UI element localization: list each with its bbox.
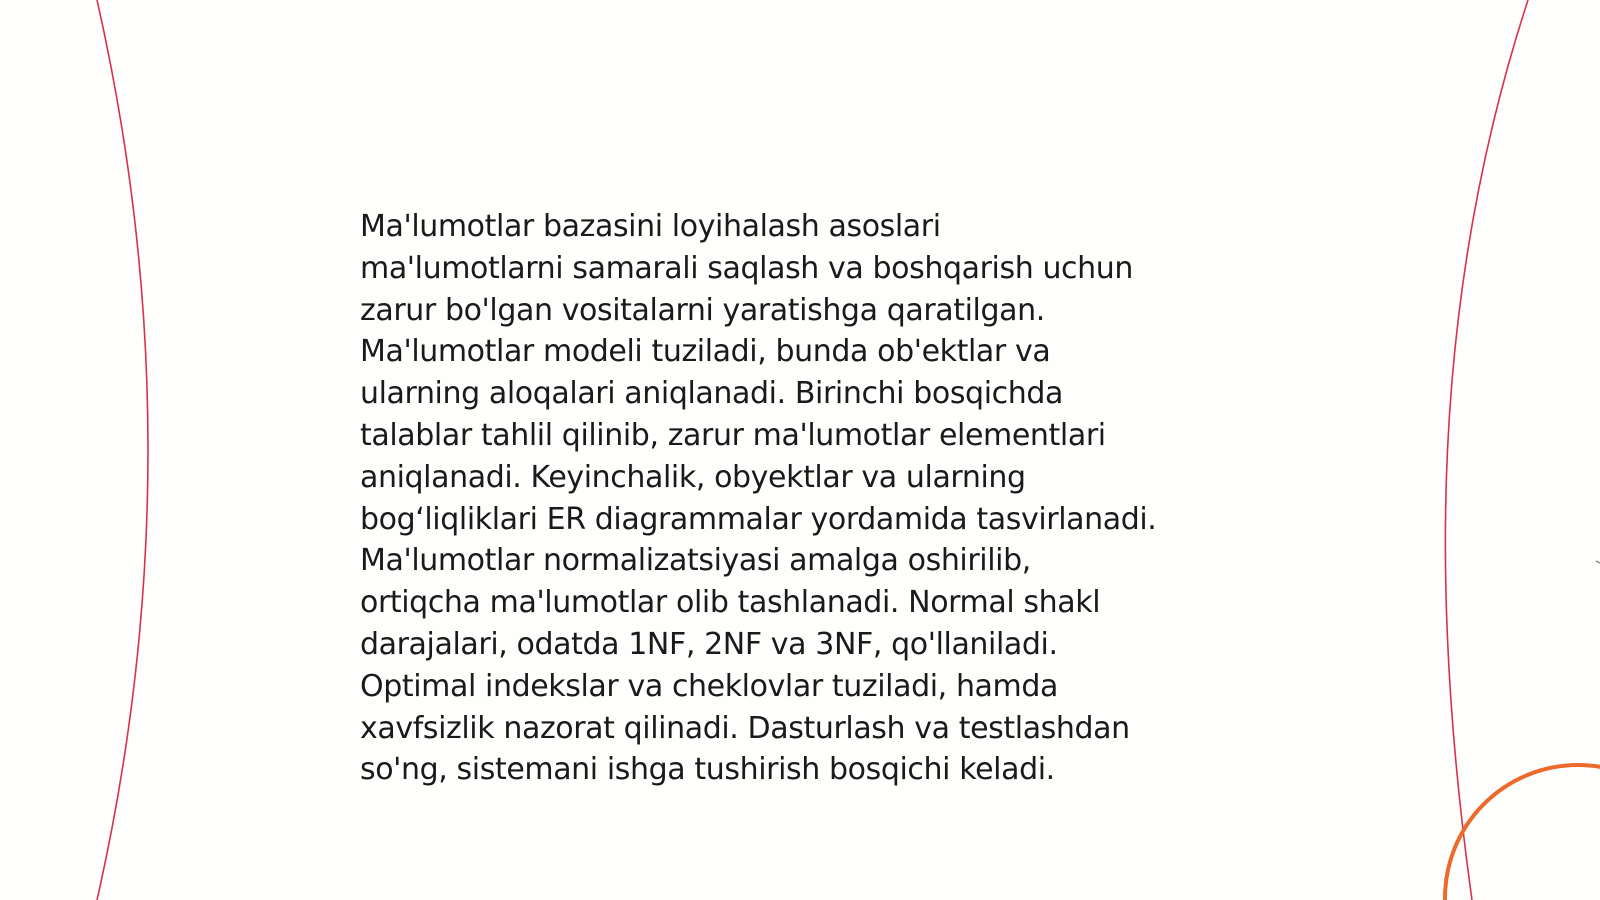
paragraph-line-11: darajalari, odatda 1NF, 2NF va 3NF, qo'llaniladi.	[360, 626, 1058, 662]
paragraph-line-8: bog‘liqliklari ER diagrammalar yordamida tasvirlanadi.	[360, 501, 1157, 537]
right-curve	[1445, 0, 1528, 900]
left-curve	[97, 0, 148, 900]
orange-circle	[1445, 765, 1600, 900]
paragraph-line-10: ortiqcha ma'lumotlar olib tashlanadi. Normal shakl	[360, 585, 1101, 621]
paragraph-line-13: xavfsizlik nazorat qilinadi. Dasturlash va testlashdan	[360, 710, 1130, 746]
paragraph-line-7: aniqlanadi. Keyinchalik, obyektlar va ularning	[360, 459, 1026, 495]
body-paragraph	[360, 206, 1260, 791]
paragraph-line-9: Ma'lumotlar normalizatsiyasi amalga oshirilib,	[360, 543, 1031, 579]
paragraph-line-2: ma'lumotlarni samarali saqlash va boshqarish uchun	[360, 250, 1133, 286]
paragraph-line-5: ularning aloqalari aniqlanadi. Birinchi bosqichda	[360, 376, 1063, 412]
right-edge-mark	[1596, 561, 1600, 563]
paragraph-line-12: Optimal indekslar va cheklovlar tuziladi, hamda	[360, 668, 1058, 704]
paragraph-line-4: Ma'lumotlar modeli tuziladi, bunda ob'ektlar va	[360, 334, 1051, 370]
paragraph-line-1: Ma'lumotlar bazasini loyihalash asoslari	[360, 209, 941, 244]
paragraph-line-3: zarur bo'lgan vositalarni yaratishga qaratilgan.	[360, 292, 1045, 328]
paragraph-line-14: so'ng, sistemani ishga tushirish bosqichi keladi.	[360, 752, 1055, 788]
paragraph-line-6: talablar tahlil qilinib, zarur ma'lumotlar elementlari	[360, 417, 1106, 453]
